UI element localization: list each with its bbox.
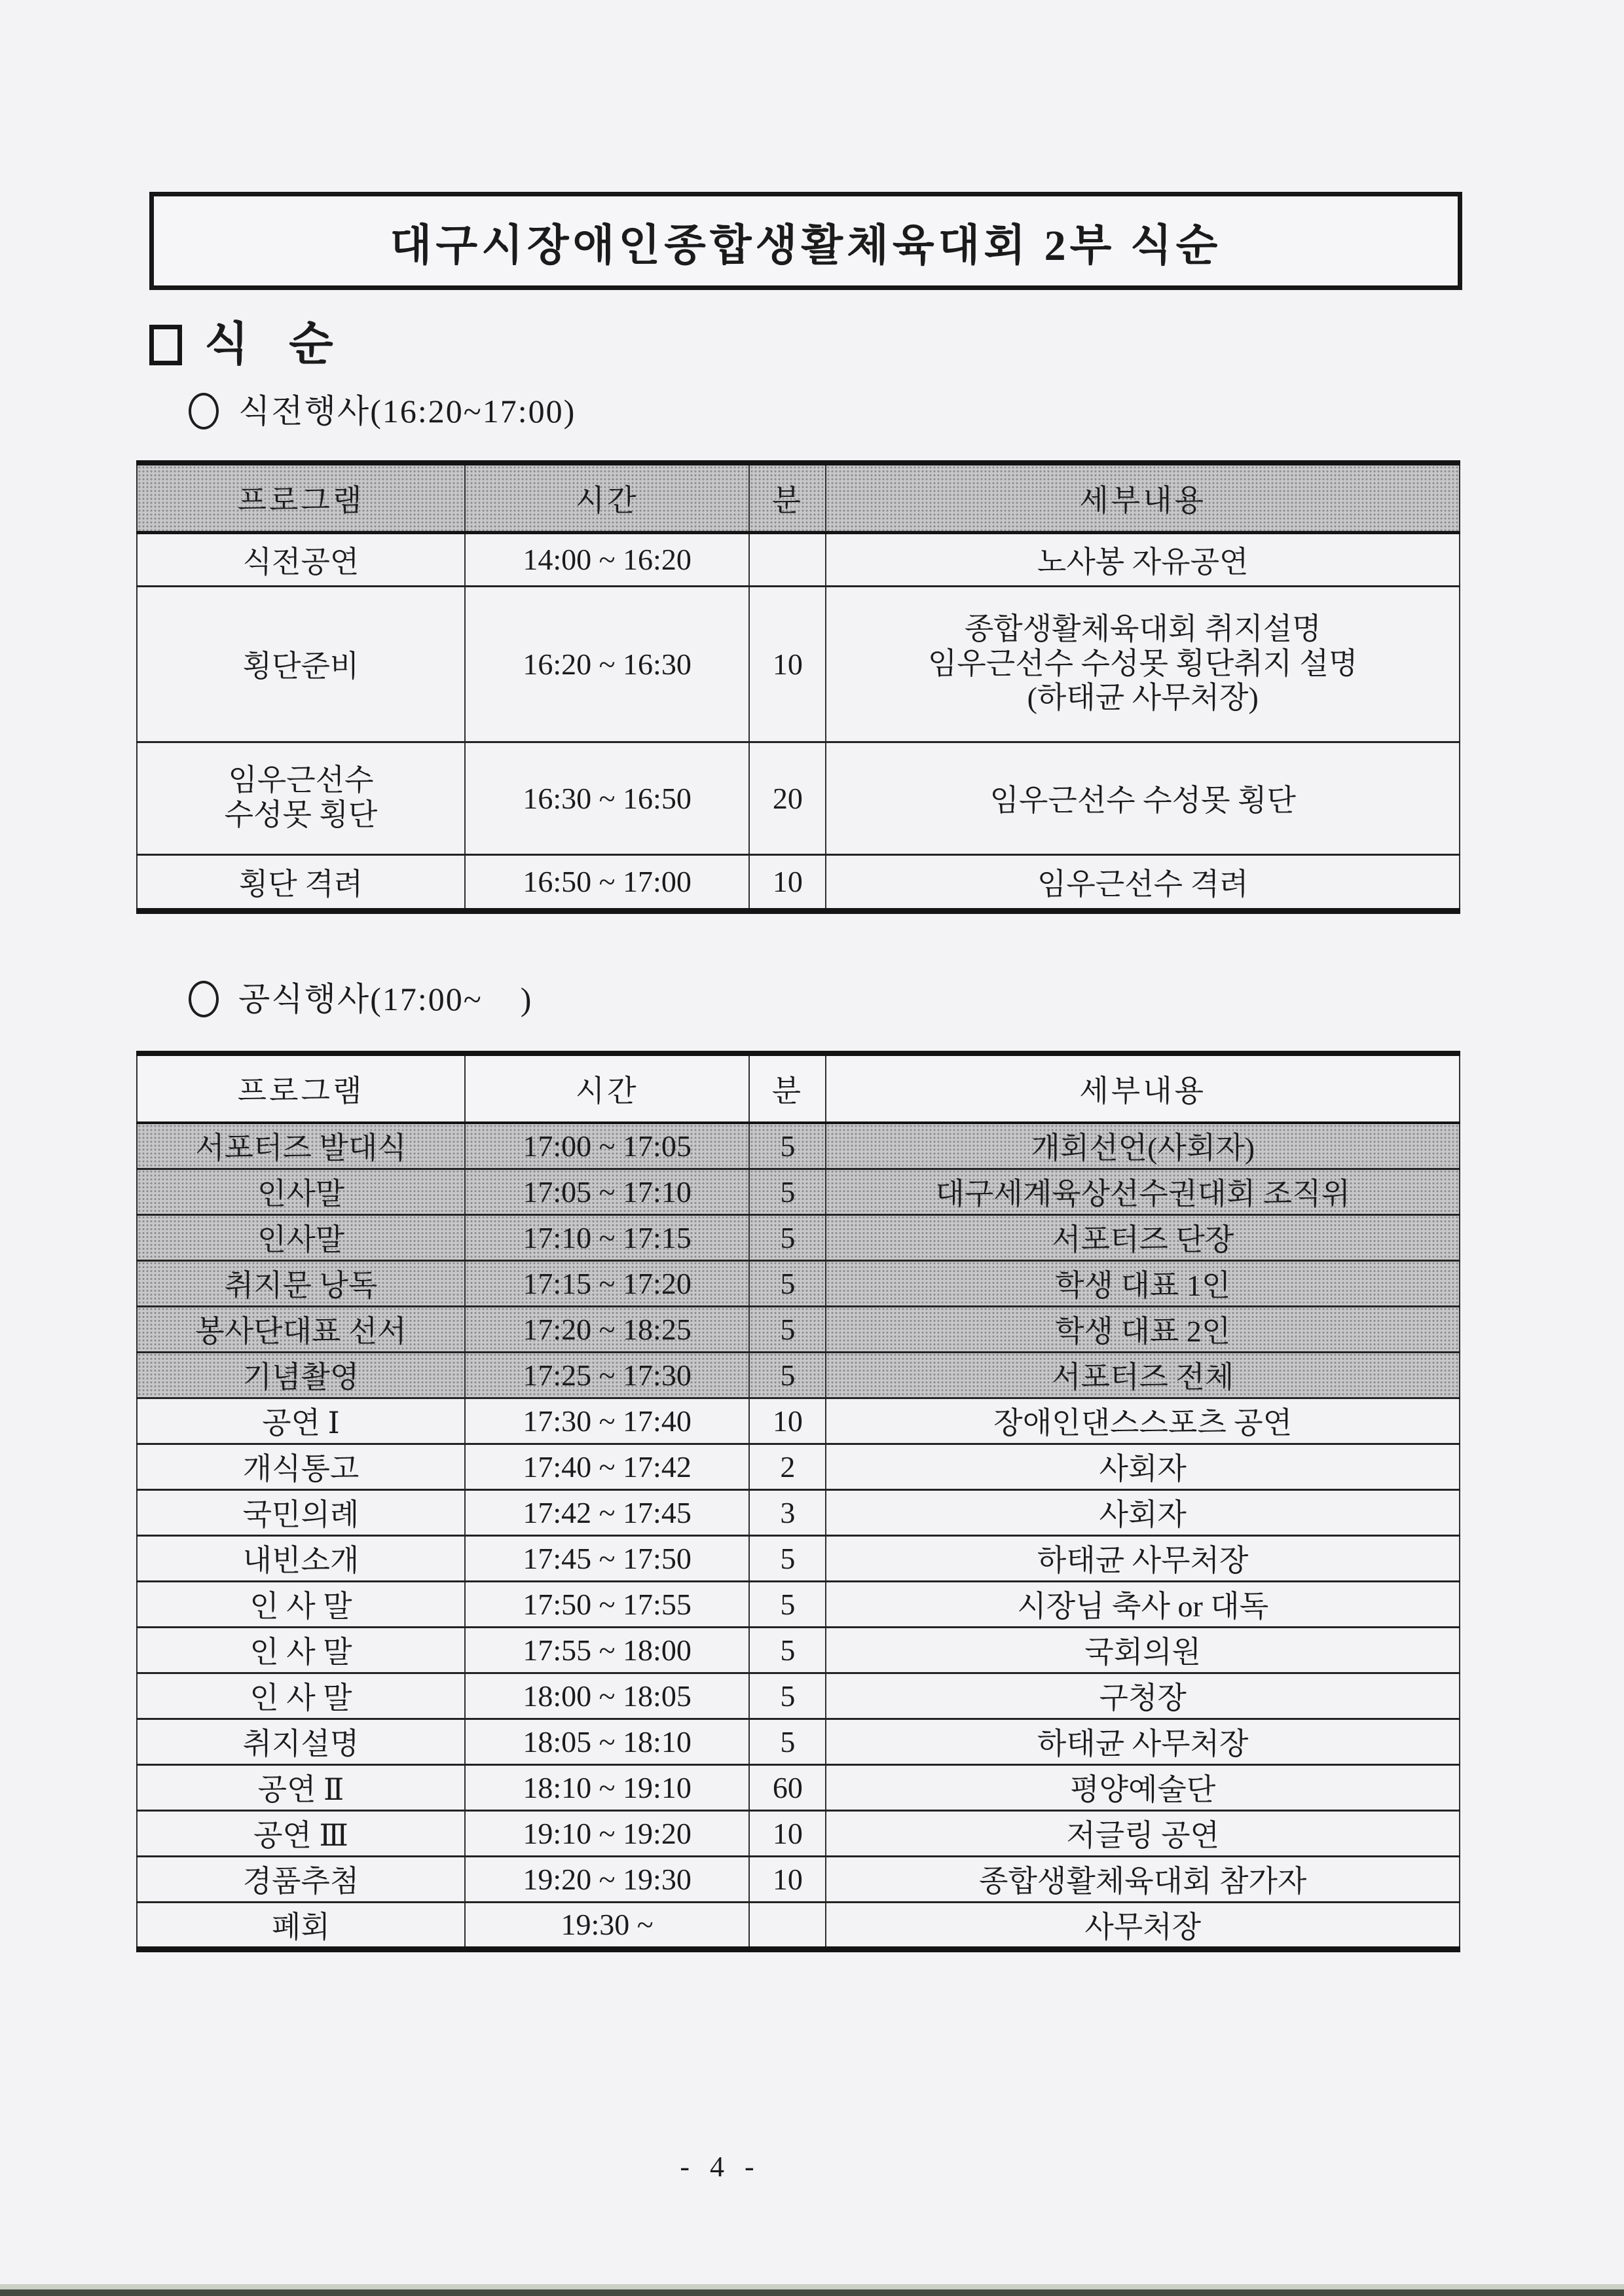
cell-minutes: 10 <box>749 1856 826 1902</box>
cell-minutes: 5 <box>749 1673 826 1719</box>
cell-program: 식전공연 <box>137 532 465 586</box>
cell-detail: 종합생활체육대회 참가자 <box>826 1856 1460 1902</box>
cell-minutes: 5 <box>749 1581 826 1627</box>
cell-minutes: 5 <box>749 1719 826 1764</box>
official-event-heading-text: 공식행사(17:00~ ) <box>238 981 533 1017</box>
cell-program: 횡단준비 <box>137 586 465 742</box>
column-header: 세부내용 <box>826 1053 1460 1123</box>
cell-minutes: 20 <box>749 742 826 854</box>
schedule-row <box>137 1169 1460 1214</box>
cell-minutes: 5 <box>749 1627 826 1673</box>
header-row <box>137 1053 1460 1123</box>
cell-time: 17:30 ~ 17:40 <box>465 1398 749 1444</box>
column-header: 시간 <box>465 1053 749 1123</box>
cell-detail: 대구세계육상선수권대회 조직위 <box>826 1169 1460 1214</box>
cell-minutes: 60 <box>749 1764 826 1810</box>
cell-program: 기념촬영 <box>137 1352 465 1398</box>
schedule-row <box>137 1856 1460 1902</box>
cell-program: 취지설명 <box>137 1719 465 1764</box>
text-line: 임우근선수 수성못 횡단취지 설명 <box>927 646 1358 680</box>
cell-detail: 시장님 축사 or 대독 <box>826 1581 1460 1627</box>
cell-minutes: 10 <box>749 1810 826 1856</box>
cell-program: 인사말 <box>137 1214 465 1260</box>
schedule-row <box>137 1535 1460 1581</box>
cell-time: 16:50 ~ 17:00 <box>465 854 749 911</box>
cell-time: 19:30 ~ <box>465 1902 749 1949</box>
cell-program: 취지문 낭독 <box>137 1260 465 1306</box>
scan-edge <box>0 2289 1624 2296</box>
schedule-row <box>137 532 1460 586</box>
cell-program: 인 사 말 <box>137 1627 465 1673</box>
cell-minutes <box>749 1902 826 1949</box>
cell-time: 16:30 ~ 16:50 <box>465 742 749 854</box>
cell-time: 18:00 ~ 18:05 <box>465 1673 749 1719</box>
cell-time: 18:10 ~ 19:10 <box>465 1764 749 1810</box>
cell-time: 18:05 ~ 18:10 <box>465 1719 749 1764</box>
cell-program: 봉사단대표 선서 <box>137 1306 465 1352</box>
cell-time: 16:20 ~ 16:30 <box>465 586 749 742</box>
header-row <box>137 463 1460 532</box>
schedule-row <box>137 1352 1460 1398</box>
column-header: 시간 <box>465 463 749 532</box>
cell-program: 내빈소개 <box>137 1535 465 1581</box>
cell-detail: 임우근선수 격려 <box>826 854 1460 911</box>
cell-minutes: 3 <box>749 1489 826 1535</box>
cell-minutes: 5 <box>749 1260 826 1306</box>
cell-detail: 서포터즈 단장 <box>826 1214 1460 1260</box>
column-header: 프로그램 <box>137 1053 465 1123</box>
schedule-row <box>137 1627 1460 1673</box>
cell-detail: 하태균 사무처장 <box>826 1535 1460 1581</box>
column-header: 분 <box>749 1053 826 1123</box>
cell-detail: 서포터즈 전체 <box>826 1352 1460 1398</box>
schedule-row <box>137 1673 1460 1719</box>
text-line: 임우근선수 <box>228 763 374 797</box>
cell-time: 14:00 ~ 16:20 <box>465 532 749 586</box>
square-bullet-icon <box>149 325 182 365</box>
column-header: 분 <box>749 463 826 532</box>
circle-bullet-icon <box>189 393 219 429</box>
pre-event-heading-text: 식전행사(16:20~17:00) <box>238 393 576 429</box>
schedule-row <box>137 1398 1460 1444</box>
main-heading <box>149 319 348 370</box>
cell-time: 17:40 ~ 17:42 <box>465 1444 749 1489</box>
schedule-row <box>137 1489 1460 1535</box>
text-line: 종합생활체육대회 취지설명 <box>964 611 1321 646</box>
cell-detail: 학생 대표 2인 <box>826 1306 1460 1352</box>
pre-event-table <box>136 460 1460 914</box>
cell-minutes: 5 <box>749 1123 826 1169</box>
column-header: 프로그램 <box>137 463 465 532</box>
schedule-row <box>137 1306 1460 1352</box>
text-line: (하태균 사무처장) <box>1027 681 1259 715</box>
schedule-row <box>137 586 1460 742</box>
cell-time: 17:10 ~ 17:15 <box>465 1214 749 1260</box>
cell-minutes: 5 <box>749 1214 826 1260</box>
cell-program <box>137 742 465 854</box>
cell-detail: 평양예술단 <box>826 1764 1460 1810</box>
cell-program: 공연 Ⅲ <box>137 1810 465 1856</box>
cell-detail: 국회의원 <box>826 1627 1460 1673</box>
cell-time: 19:10 ~ 19:20 <box>465 1810 749 1856</box>
schedule-row <box>137 1444 1460 1489</box>
cell-program: 인 사 말 <box>137 1673 465 1719</box>
cell-time: 17:20 ~ 18:25 <box>465 1306 749 1352</box>
schedule-row <box>137 1581 1460 1627</box>
cell-program: 인 사 말 <box>137 1581 465 1627</box>
main-heading-text: 식 순 <box>204 319 348 370</box>
cell-detail: 장애인댄스스포츠 공연 <box>826 1398 1460 1444</box>
cell-detail: 노사봉 자유공연 <box>826 532 1460 586</box>
cell-program: 인사말 <box>137 1169 465 1214</box>
schedule-row <box>137 854 1460 911</box>
cell-program: 서포터즈 발대식 <box>137 1123 465 1169</box>
schedule-row <box>137 1719 1460 1764</box>
cell-minutes: 5 <box>749 1169 826 1214</box>
cell-program: 경품추첨 <box>137 1856 465 1902</box>
cell-detail: 저글링 공연 <box>826 1810 1460 1856</box>
cell-minutes: 10 <box>749 586 826 742</box>
official-event-table <box>136 1051 1460 1952</box>
cell-program: 공연 Ⅱ <box>137 1764 465 1810</box>
schedule-row <box>137 1260 1460 1306</box>
cell-minutes: 2 <box>749 1444 826 1489</box>
schedule-row <box>137 1810 1460 1856</box>
cell-detail: 사무처장 <box>826 1902 1460 1949</box>
cell-minutes: 10 <box>749 1398 826 1444</box>
cell-minutes: 5 <box>749 1535 826 1581</box>
cell-time: 17:55 ~ 18:00 <box>465 1627 749 1673</box>
cell-minutes: 5 <box>749 1352 826 1398</box>
cell-time: 17:50 ~ 17:55 <box>465 1581 749 1627</box>
cell-time: 17:45 ~ 17:50 <box>465 1535 749 1581</box>
column-header: 세부내용 <box>826 463 1460 532</box>
cell-minutes: 5 <box>749 1306 826 1352</box>
document-title-box <box>149 192 1462 290</box>
circle-bullet-icon <box>189 981 219 1017</box>
document-title: 대구시장애인종합생활체육대회 2부 식순 <box>390 221 1222 270</box>
cell-time: 17:00 ~ 17:05 <box>465 1123 749 1169</box>
cell-program: 국민의례 <box>137 1489 465 1535</box>
cell-detail: 학생 대표 1인 <box>826 1260 1460 1306</box>
cell-detail: 하태균 사무처장 <box>826 1719 1460 1764</box>
cell-minutes: 10 <box>749 854 826 911</box>
cell-time: 17:25 ~ 17:30 <box>465 1352 749 1398</box>
cell-detail <box>826 586 1460 742</box>
cell-detail: 임우근선수 수성못 횡단 <box>826 742 1460 854</box>
schedule-row <box>137 742 1460 854</box>
text-line: 수성못 횡단 <box>224 798 378 831</box>
schedule-row <box>137 1902 1460 1949</box>
page-number: - 4 - <box>680 2151 761 2183</box>
schedule-row <box>137 1214 1460 1260</box>
cell-detail: 사회자 <box>826 1444 1460 1489</box>
scan-edge-light <box>0 2284 1624 2289</box>
cell-program: 개식통고 <box>137 1444 465 1489</box>
schedule-row <box>137 1764 1460 1810</box>
cell-detail: 개회선언(사회자) <box>826 1123 1460 1169</box>
cell-time: 17:05 ~ 17:10 <box>465 1169 749 1214</box>
schedule-row <box>137 1123 1460 1169</box>
cell-minutes <box>749 532 826 586</box>
cell-time: 17:42 ~ 17:45 <box>465 1489 749 1535</box>
multiline-text <box>832 612 1454 716</box>
cell-program: 횡단 격려 <box>137 854 465 911</box>
cell-detail: 사회자 <box>826 1489 1460 1535</box>
pre-event-heading <box>189 393 576 429</box>
official-event-heading <box>189 981 532 1017</box>
cell-time: 17:15 ~ 17:20 <box>465 1260 749 1306</box>
cell-time: 19:20 ~ 19:30 <box>465 1856 749 1902</box>
multiline-text <box>143 763 459 833</box>
cell-program: 공연 Ⅰ <box>137 1398 465 1444</box>
cell-program: 폐회 <box>137 1902 465 1949</box>
cell-detail: 구청장 <box>826 1673 1460 1719</box>
